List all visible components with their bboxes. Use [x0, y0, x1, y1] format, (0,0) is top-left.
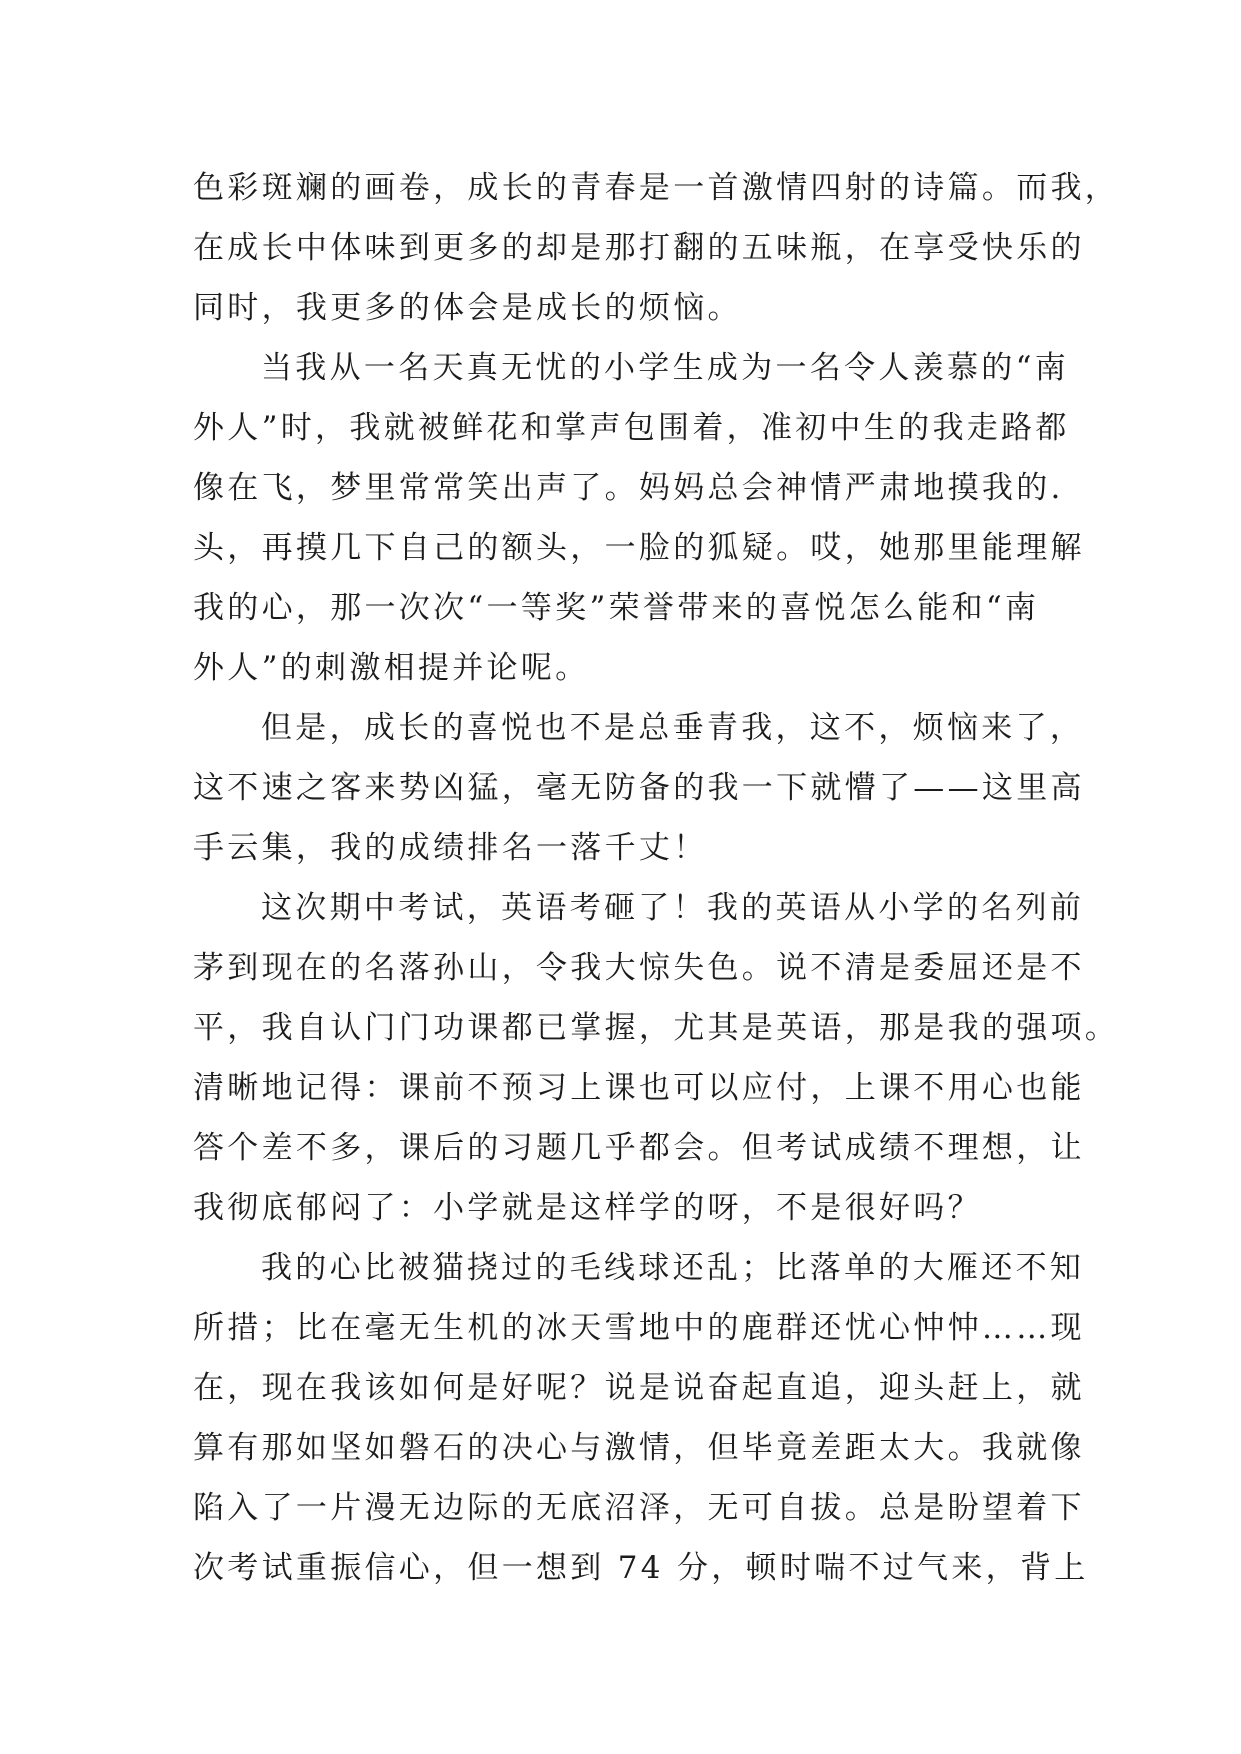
- text-line: 陷入了一片漫无边际的无底沼泽，无可自拔。总是盼望着下: [193, 1490, 1085, 1526]
- text-line: 清晰地记得：课前不预习上课也可以应付，上课不用心也能: [193, 1070, 1085, 1106]
- text-line: 外人”时，我就被鲜花和掌声包围着，准初中生的我走路都: [193, 410, 1070, 446]
- paragraph-first-line: 我的心比被猫挠过的毛线球还乱；比落单的大雁还不知: [261, 1250, 1085, 1286]
- text-line: 像在飞，梦里常常笑出声了。妈妈总会神情严肃地摸我的.: [193, 470, 1064, 506]
- paragraph-first-line: 这次期中考试，英语考砸了！我的英语从小学的名列前: [261, 890, 1085, 926]
- paragraph-first-line: 但是，成长的喜悦也不是总垂青我，这不，烦恼来了，: [261, 710, 1085, 746]
- text-line: 茅到现在的名落孙山，令我大惊失色。说不清是委屈还是不: [193, 950, 1085, 986]
- text-line: 同时，我更多的体会是成长的烦恼。: [193, 290, 742, 326]
- text-line: 所措；比在毫无生机的冰天雪地中的鹿群还忧心忡忡……现: [193, 1310, 1085, 1346]
- text-line: 色彩斑斓的画卷，成长的青春是一首激情四射的诗篇。而我，: [193, 170, 1120, 206]
- text-line: 在成长中体味到更多的却是那打翻的五味瓶，在享受快乐的: [193, 230, 1085, 266]
- text-line: 我彻底郁闷了：小学就是这样学的呀，不是很好吗？: [193, 1190, 982, 1226]
- text-line: 外人”的刺激相提并论呢。: [193, 650, 590, 686]
- text-line: 头，再摸几下自己的额头，一脸的狐疑。哎，她那里能理解: [193, 530, 1085, 566]
- text-line: 在，现在我该如何是好呢？说是说奋起直追，迎头赶上，就: [193, 1370, 1085, 1406]
- text-line: 算有那如坚如磐石的决心与激情，但毕竟差距太大。我就像: [193, 1430, 1085, 1466]
- text-line: 平，我自认门门功课都已掌握，尤其是英语，那是我的强项。: [193, 1010, 1120, 1046]
- text-line: 这不速之客来势凶猛，毫无防备的我一下就懵了——这里高: [193, 770, 1085, 806]
- text-line: 次考试重振信心，但一想到 74 分，顿时喘不过气来，背上: [193, 1550, 1089, 1586]
- text-line: 我的心，那一次次“一等奖”荣誉带来的喜悦怎么能和“南: [193, 590, 1040, 626]
- text-line: 答个差不多，课后的习题几乎都会。但考试成绩不理想，让: [193, 1130, 1085, 1166]
- paragraph-first-line: 当我从一名天真无忧的小学生成为一名令人羡慕的“南: [261, 350, 1070, 386]
- essay-body: [193, 158, 1120, 1598]
- text-line: 手云集，我的成绩排名一落千丈！: [193, 830, 708, 866]
